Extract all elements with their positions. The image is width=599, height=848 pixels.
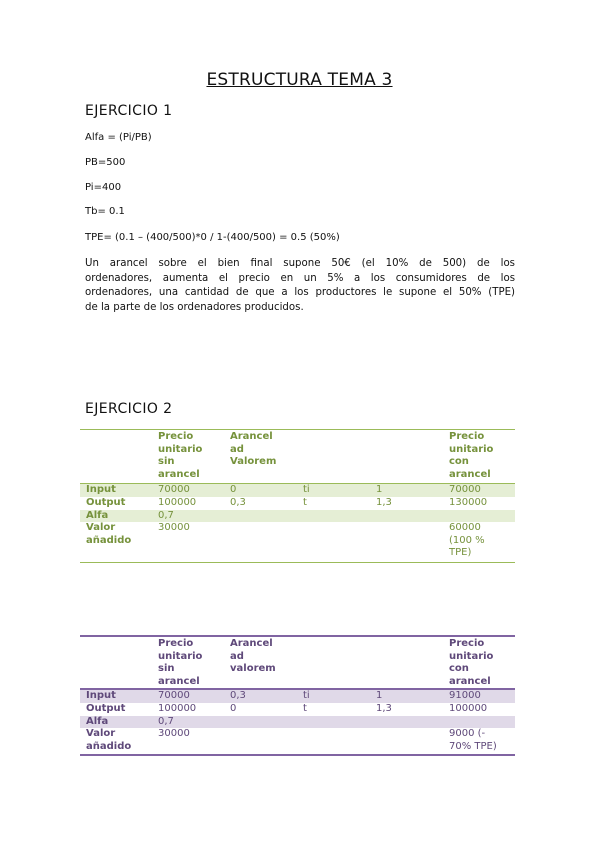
header-arancel-ad-valorem: Arancel ad Valorem <box>230 431 277 468</box>
table-row: Output 100000 0 t 1,3 100000 <box>86 702 488 714</box>
table-row: Input 70000 0 ti 1 70000 <box>80 484 515 497</box>
ejercicio-1-heading: EJERCICIO 1 <box>85 103 173 119</box>
formula-line: TPE= (0.1 – (400/500)*0 / 1-(400/500) = 0.5 (50%) <box>85 232 340 243</box>
ejercicio-2-heading: EJERCICIO 2 <box>85 401 173 417</box>
tariff-table-2 <box>80 635 515 756</box>
table-row: Alfa 0,7 <box>80 716 515 729</box>
table-row: Input 70000 0,3 ti 1 91000 <box>80 689 515 703</box>
table-row: Alfa 0,7 <box>80 510 515 523</box>
paragraph-line: Un arancel sobre el bien final supone 50€ (el 10% de 500) de los <box>85 258 515 269</box>
formula-line: Tb= 0.1 <box>85 206 125 217</box>
header-precio-sin-arancel: Precio unitario sin arancel <box>158 431 203 480</box>
table-header-row <box>80 636 515 689</box>
paragraph-line: ordenadores, una cantidad de que a los productores le supone el 50% (TPE) <box>85 287 515 298</box>
table-row: Valor añadido 30000 9000 (- 70% TPE) <box>80 728 515 755</box>
page-title: ESTRUCTURA TEMA 3 <box>206 70 393 90</box>
header-precio-con-arancel: Precio unitario con arancel <box>449 431 494 480</box>
header-precio-sin-arancel: Precio unitario sin arancel <box>158 638 203 687</box>
table-row: Output 100000 0,3 t 1,3 130000 <box>86 496 488 508</box>
formula-line: Pi=400 <box>85 182 122 193</box>
paragraph-line: ordenadores, aumenta el precio en un 5% a los consumidores de los <box>85 272 515 284</box>
table-header-row <box>80 430 515 484</box>
tariff-table-1 <box>80 429 515 563</box>
header-arancel-ad-valorem: Arancel ad valorem <box>230 638 276 675</box>
header-precio-con-arancel: Precio unitario con arancel <box>449 638 494 687</box>
table-row: Valor añadido 30000 60000 (100 % TPE) <box>80 522 515 562</box>
explanation-paragraph <box>85 257 515 315</box>
formula-line: Alfa = (Pi/PB) <box>85 132 152 143</box>
formula-line: PB=500 <box>85 157 126 168</box>
paragraph-line: de la parte de los ordenadores producidos. <box>85 301 304 313</box>
